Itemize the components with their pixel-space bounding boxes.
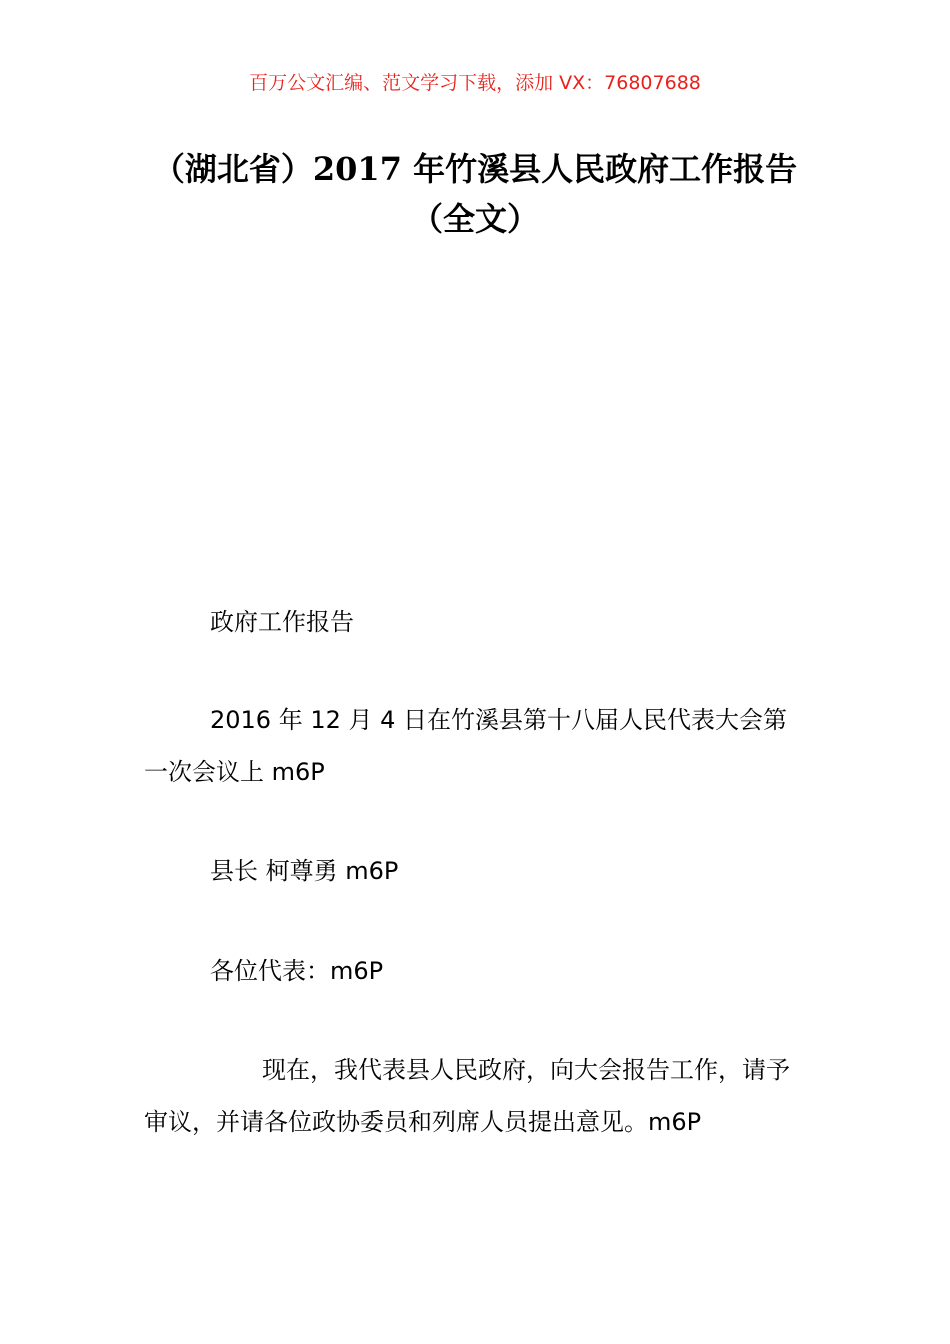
header-promo-note: 百万公文汇编、范文学习下载，添加 VX：76807688 [249, 72, 701, 94]
paragraph-salutation: 各位代表：m6P [210, 957, 384, 985]
paragraph-report-heading: 政府工作报告 [210, 608, 354, 636]
paragraph-opening: 现在，我代表县人民政府，向大会报告工作，请予审议，并请各位政协委员和列席人员提出意见。m6P [144, 1056, 790, 1136]
paragraph-speaker: 县长 柯尊勇 m6P [210, 857, 399, 885]
paragraph-meeting-info: 2016 年 12 月 4 日在竹溪县第十八届人民代表大会第一次会议上 m6P [144, 706, 788, 786]
document-title: （湖北省）2017 年竹溪县人民政府工作报告（全文） [152, 150, 798, 238]
